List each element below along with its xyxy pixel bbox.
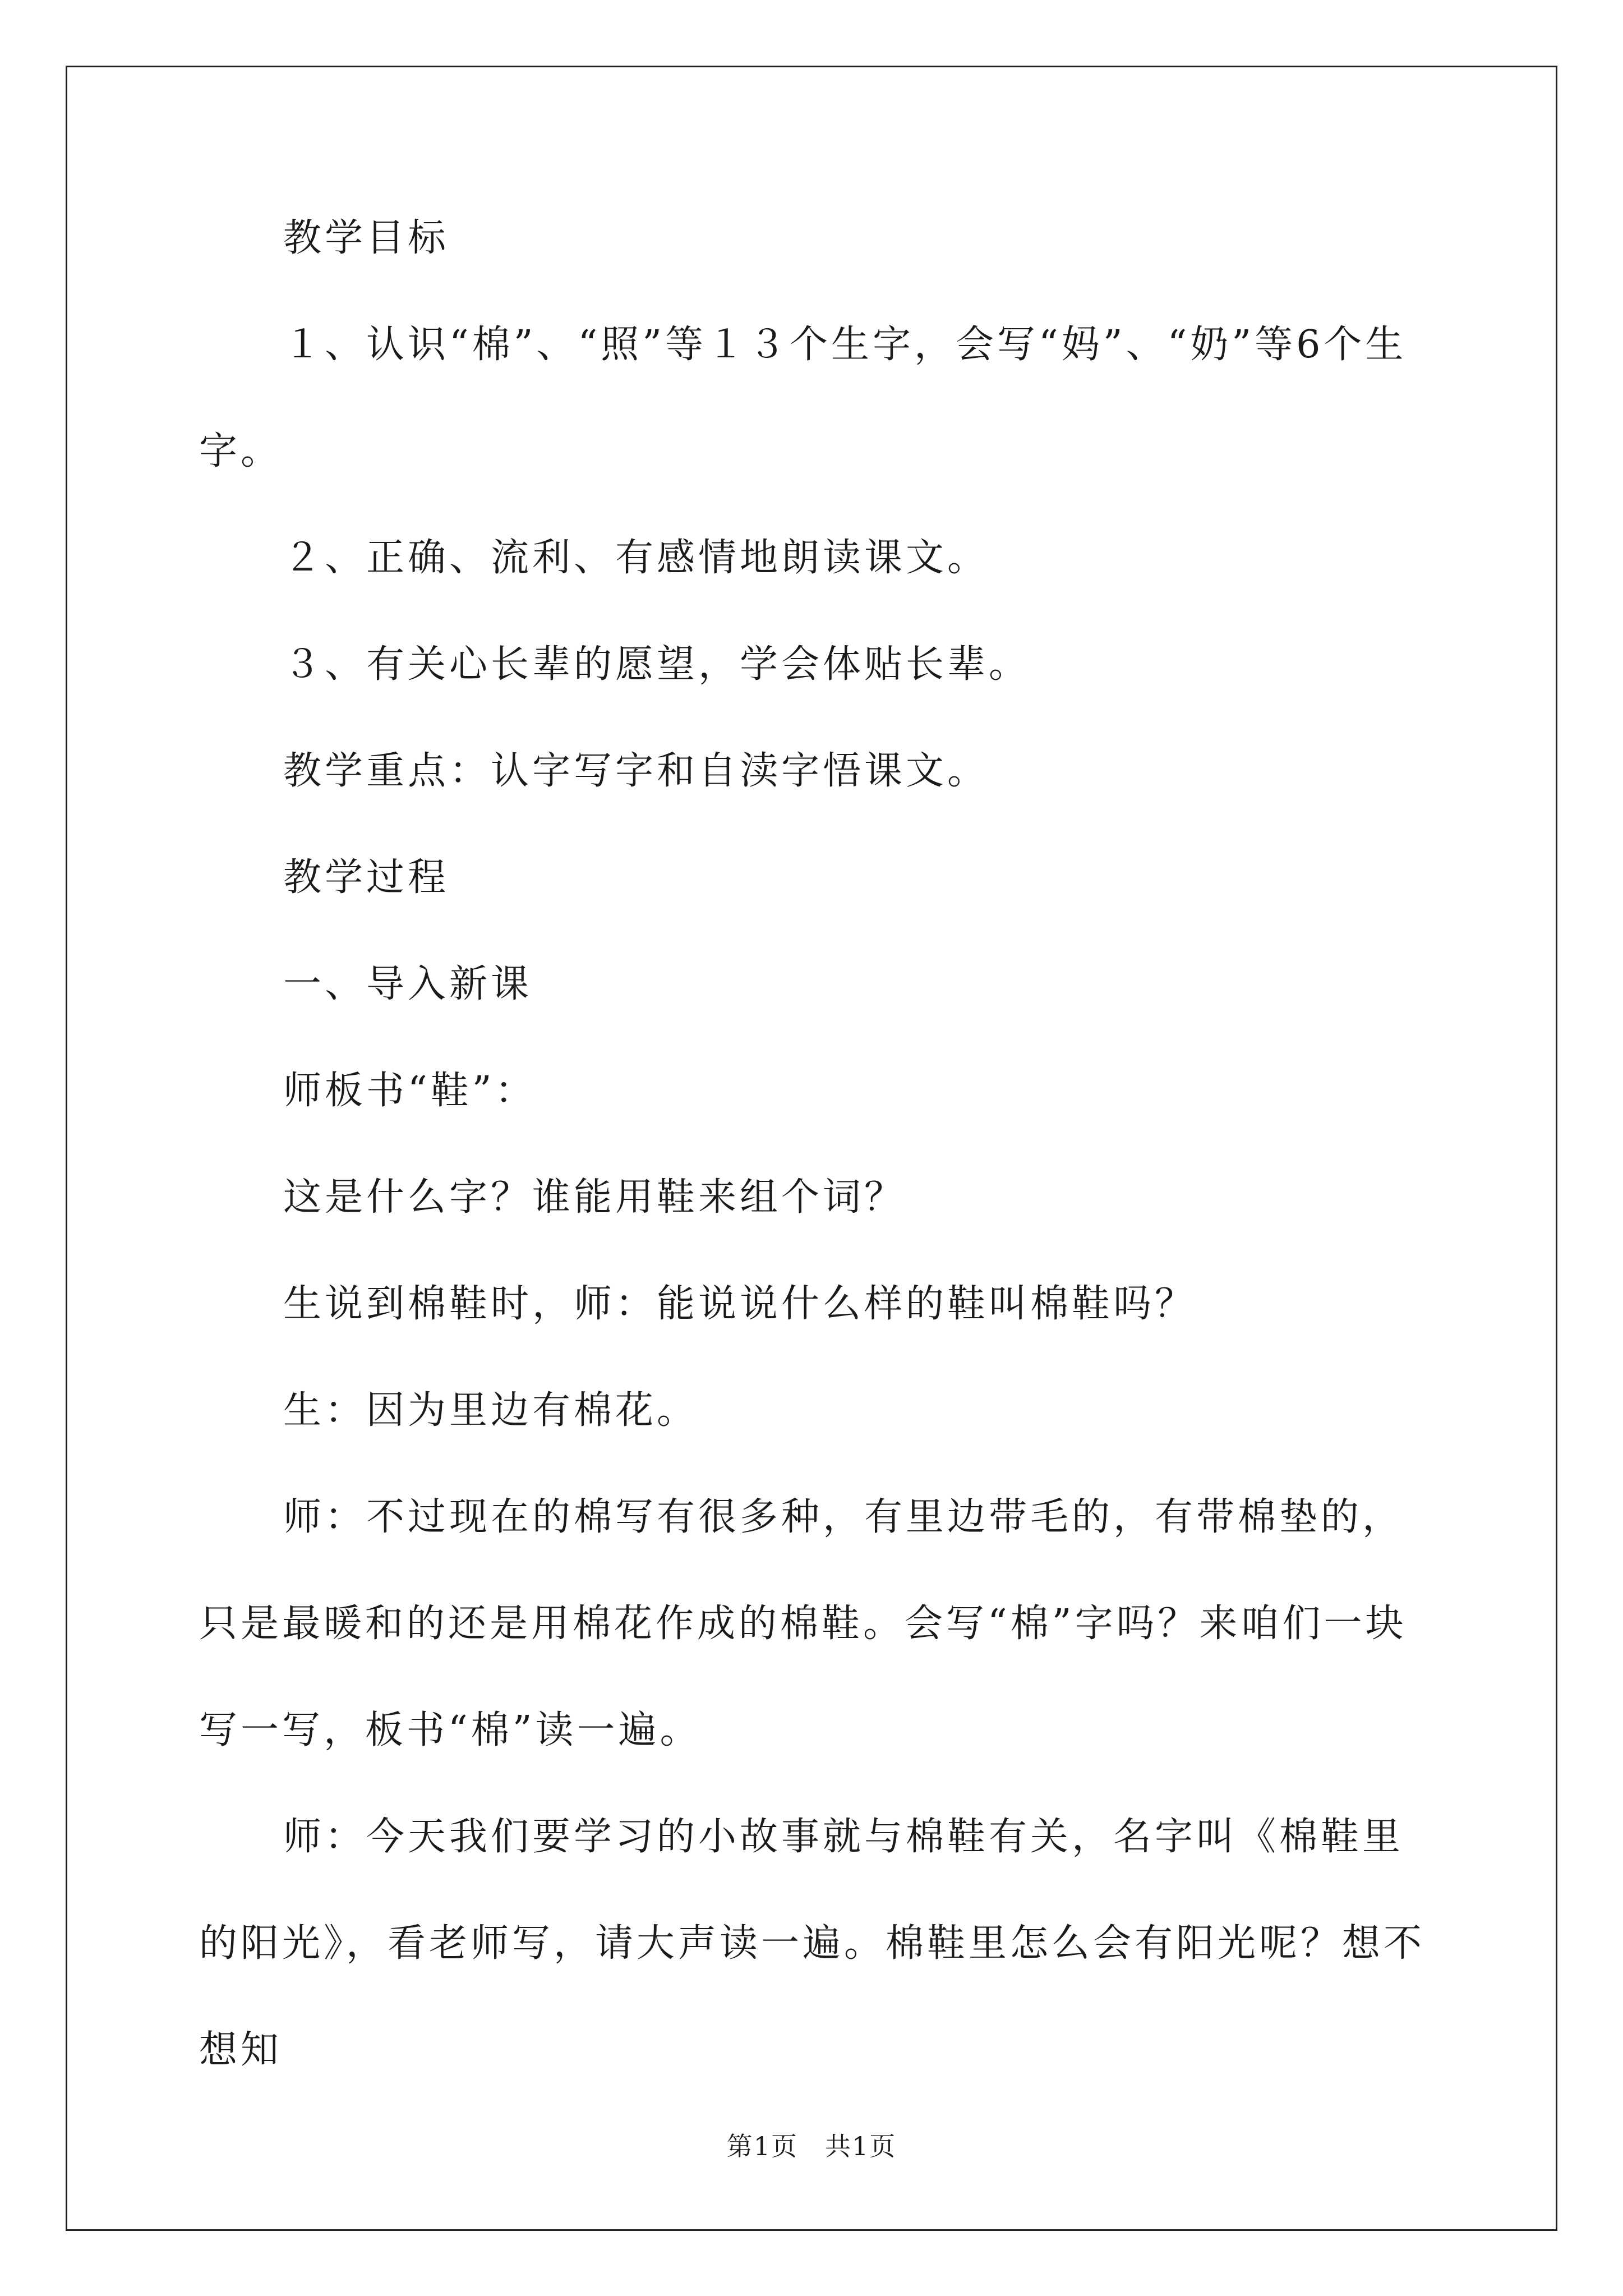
document-body <box>199 185 1436 2104</box>
page-number-footer: 第1页 共1页 <box>726 2131 897 2161</box>
paragraph-section-1-heading: 一、导入新课 <box>283 962 533 1006</box>
paragraph-goal-3: ３、有关心长辈的愿望，学会体贴长辈。 <box>283 642 1031 687</box>
paragraph-key-points: 教学重点：认字写字和自渎字悟课文。 <box>283 749 989 793</box>
paragraph-board-writing: 师板书“鞋”： <box>283 1069 537 1113</box>
paragraph-teacher-introduction: 师：今天我们要学习的小故事就与棉鞋有关，名字叫《棉鞋里的阳光》，看老师写，请大声读一遍。棉鞋里怎么会有阳光呢？想不想知 <box>199 1815 1426 2072</box>
paragraph-goal-2: ２、正确、流利、有感情地朗读课文。 <box>283 536 989 580</box>
paragraph-teaching-goals-heading: 教学目标 <box>283 216 450 260</box>
paragraph-teacher-explanation: 师：不过现在的棉写有很多种，有里边带毛的，有带棉垫的，只是最暖和的还是用棉花作成的棉鞋。会写“棉”字吗？来咱们一块写一写，板书“棉”读一遍。 <box>199 1495 1407 1752</box>
paragraph-process-heading: 教学过程 <box>283 855 450 900</box>
paragraph-student-answer-prompt: 生说到棉鞋时，师：能说说什么样的鞋叫棉鞋吗？ <box>283 1282 1197 1326</box>
paragraph-student-reply: 生：因为里边有棉花。 <box>283 1388 699 1433</box>
paragraph-goal-1: １、认识“棉”、“照”等１３个生字，会写“妈”、“奶”等6个生字。 <box>199 323 1407 473</box>
paragraph-question: 这是什么字？谁能用鞋来组个词？ <box>283 1175 906 1220</box>
